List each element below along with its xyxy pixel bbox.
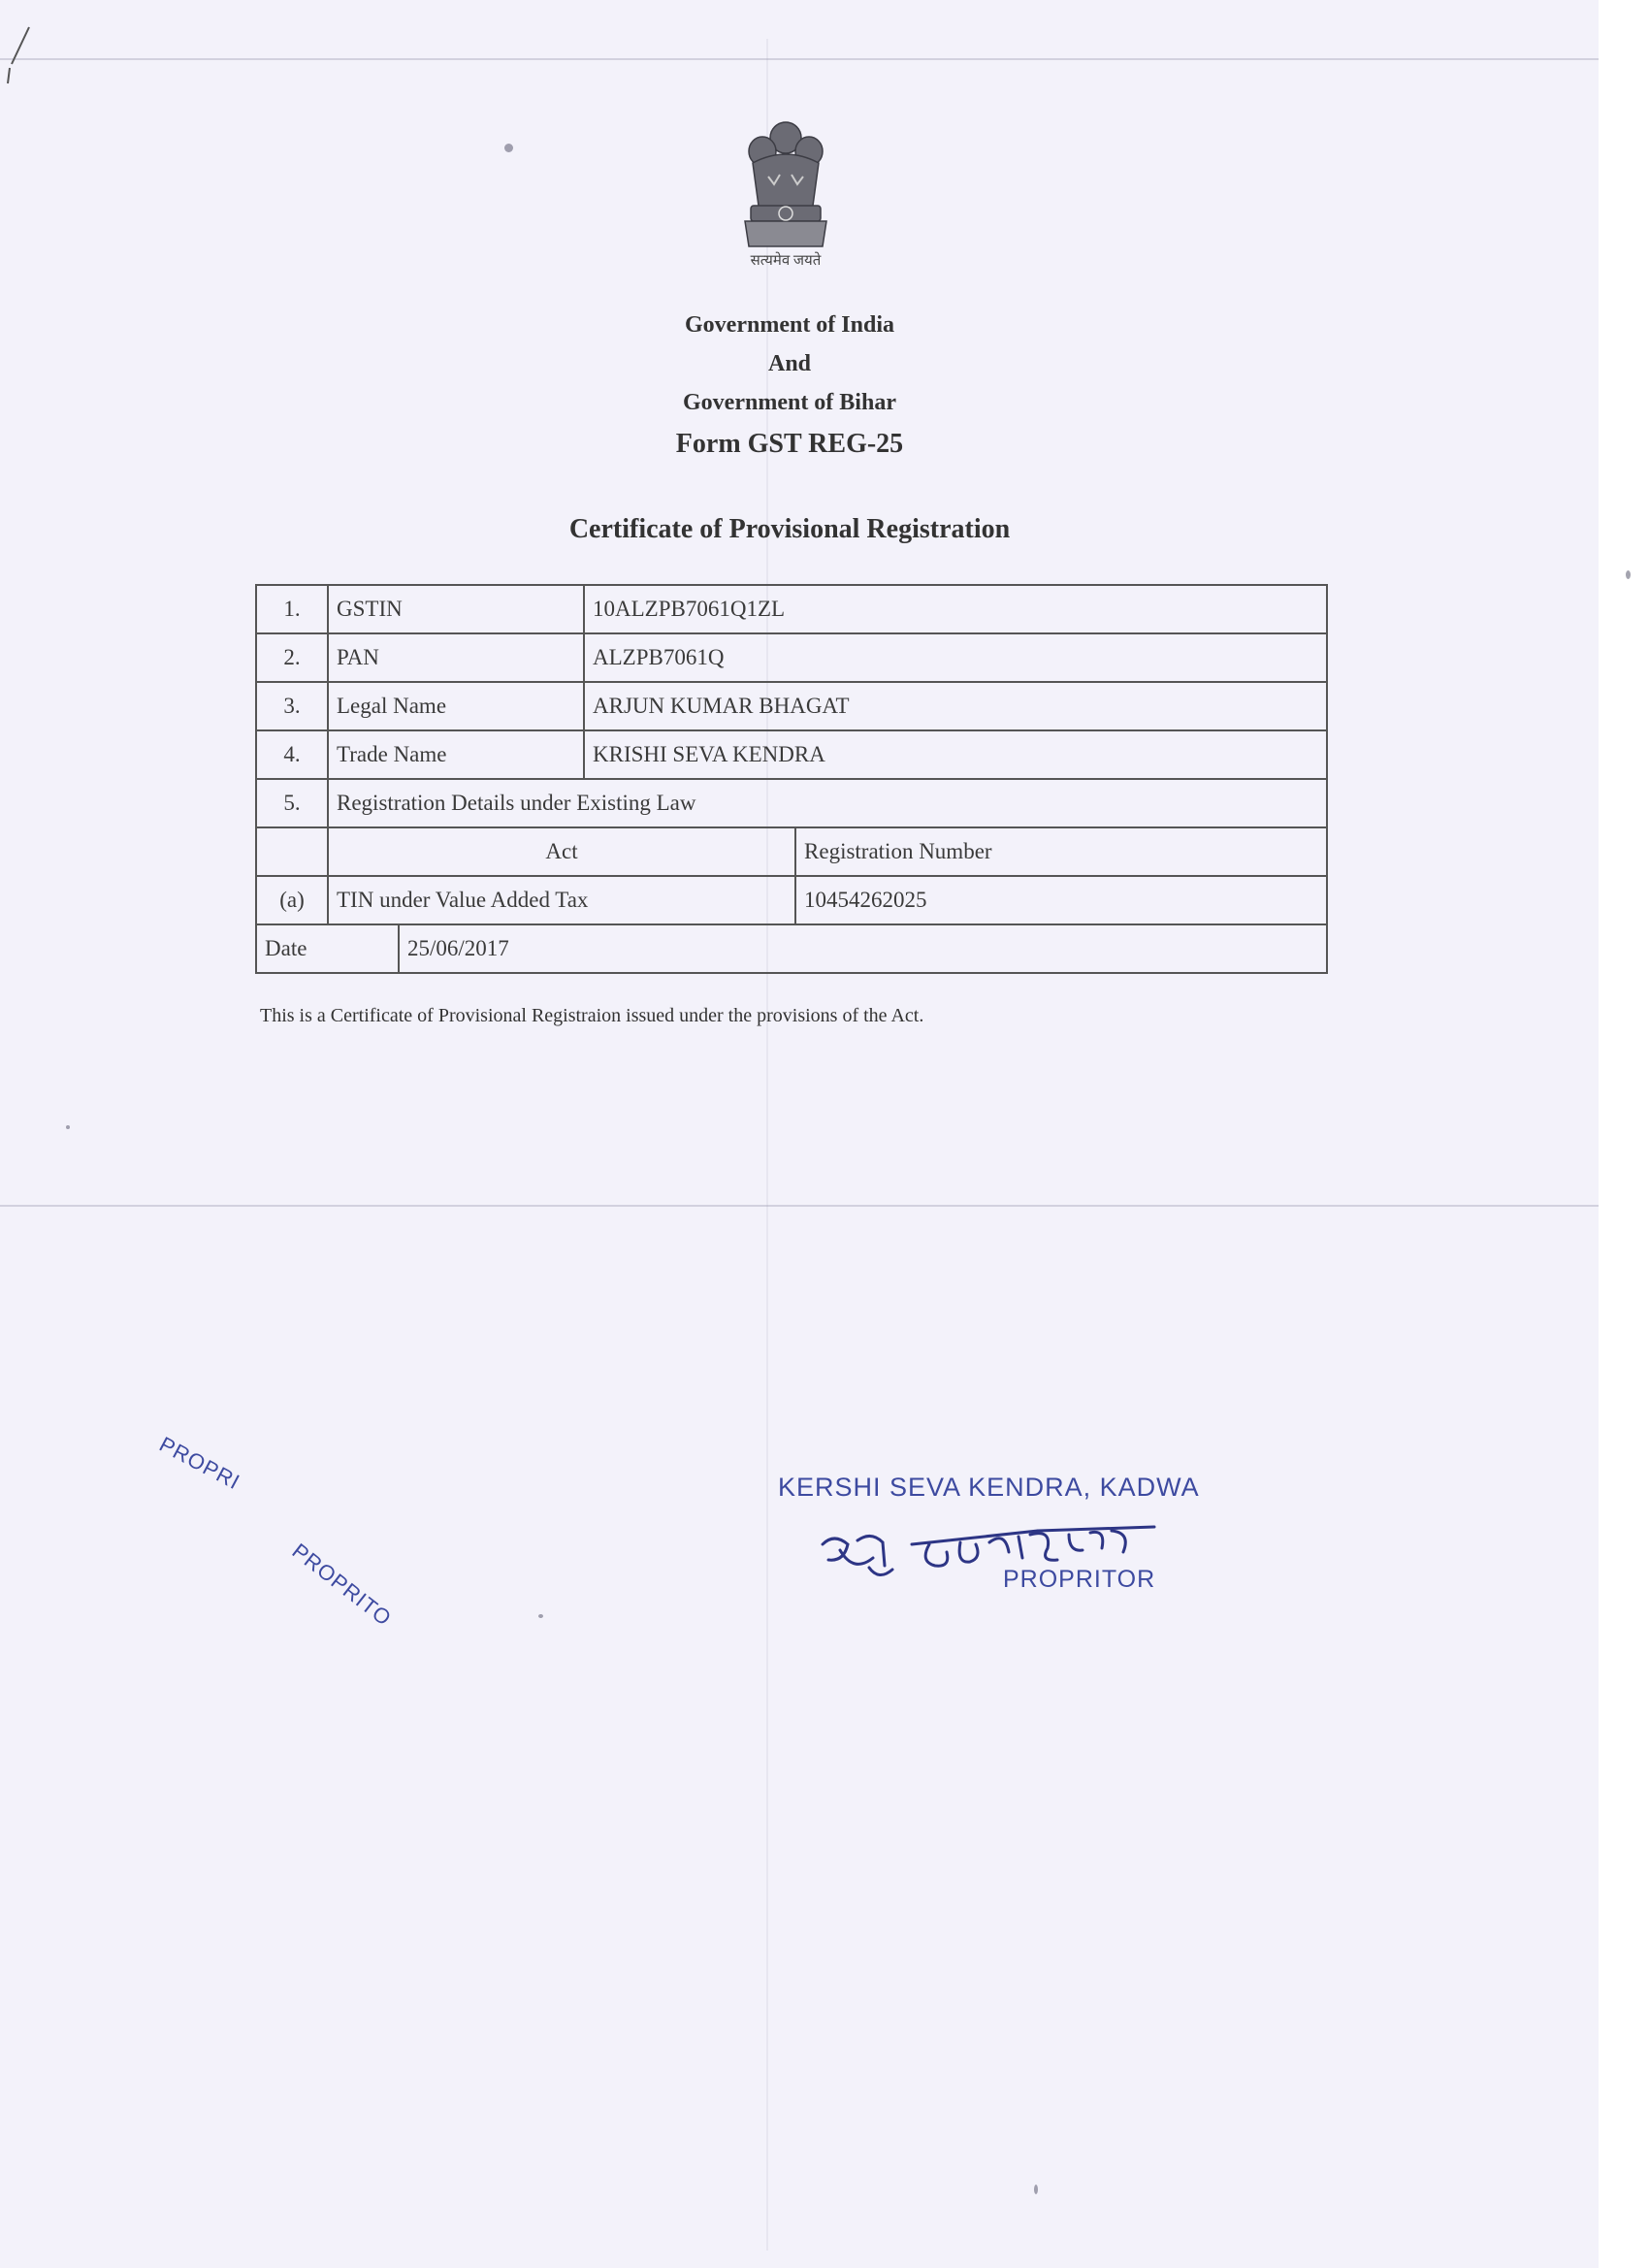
field-value-gstin: 10ALZPB7061Q1ZL: [584, 585, 1327, 633]
row-number: 1.: [256, 585, 328, 633]
date-value: 25/06/2017: [399, 924, 1327, 973]
certificate-title: Certificate of Provisional Registration: [568, 514, 1011, 544]
speck: [504, 144, 513, 152]
column-header-registration-number: Registration Number: [795, 827, 1327, 876]
header-line-bihar: Government of Bihar: [683, 390, 896, 415]
registration-number-value: 10454262025: [795, 876, 1327, 924]
header-line-and: And: [767, 351, 812, 376]
table-row: [256, 633, 1327, 682]
speck: [66, 1125, 70, 1129]
stamp-role-proprietor: PROPRITOR: [1003, 1566, 1156, 1593]
row-number: 5.: [256, 779, 328, 827]
table-row: [256, 730, 1327, 779]
pen-mark: [6, 23, 33, 87]
act-value: TIN under Value Added Tax: [328, 876, 795, 924]
date-label: Date: [256, 924, 399, 973]
table-row: [256, 876, 1327, 924]
row-number: 2.: [256, 633, 328, 682]
field-value-trade-name: KRISHI SEVA KENDRA: [584, 730, 1327, 779]
field-label-trade-name: Trade Name: [328, 730, 584, 779]
empty-cell: [256, 827, 328, 876]
column-header-act: Act: [328, 827, 795, 876]
field-value-legal-name: ARJUN KUMAR BHAGAT: [584, 682, 1327, 730]
scan-margin: [1599, 0, 1649, 2268]
table-row: [256, 585, 1327, 633]
header-line-india: Government of India: [685, 312, 894, 338]
speck: [538, 1614, 543, 1618]
form-number: Form GST REG-25: [675, 429, 904, 459]
national-motto: सत्यमेव जयते: [750, 253, 822, 269]
ashoka-emblem-icon: [739, 116, 832, 250]
stamp-text-partial: PROPRI: [155, 1432, 244, 1495]
fold-line-top: [0, 58, 1599, 60]
speck: [1626, 570, 1631, 579]
registration-table: [255, 584, 1328, 974]
field-label-gstin: GSTIN: [328, 585, 584, 633]
field-label-legal-name: Legal Name: [328, 682, 584, 730]
table-row: [256, 779, 1327, 827]
field-label-pan: PAN: [328, 633, 584, 682]
row-number: (a): [256, 876, 328, 924]
table-row: [256, 924, 1327, 973]
stamp-firm-name: KERSHI SEVA KENDRA, KADWA: [778, 1473, 1200, 1502]
certificate-note: This is a Certificate of Provisional Registraion issued under the provisions of the Act.: [260, 1005, 924, 1026]
stamp-text-proprietor-left: PROPRITO: [287, 1539, 397, 1632]
row-number: 4.: [256, 730, 328, 779]
field-value-pan: ALZPB7061Q: [584, 633, 1327, 682]
section-label-existing-law: Registration Details under Existing Law: [328, 779, 1327, 827]
table-row: [256, 682, 1327, 730]
row-number: 3.: [256, 682, 328, 730]
fold-line-middle: [0, 1205, 1599, 1207]
table-row: [256, 827, 1327, 876]
speck: [1034, 2185, 1038, 2194]
